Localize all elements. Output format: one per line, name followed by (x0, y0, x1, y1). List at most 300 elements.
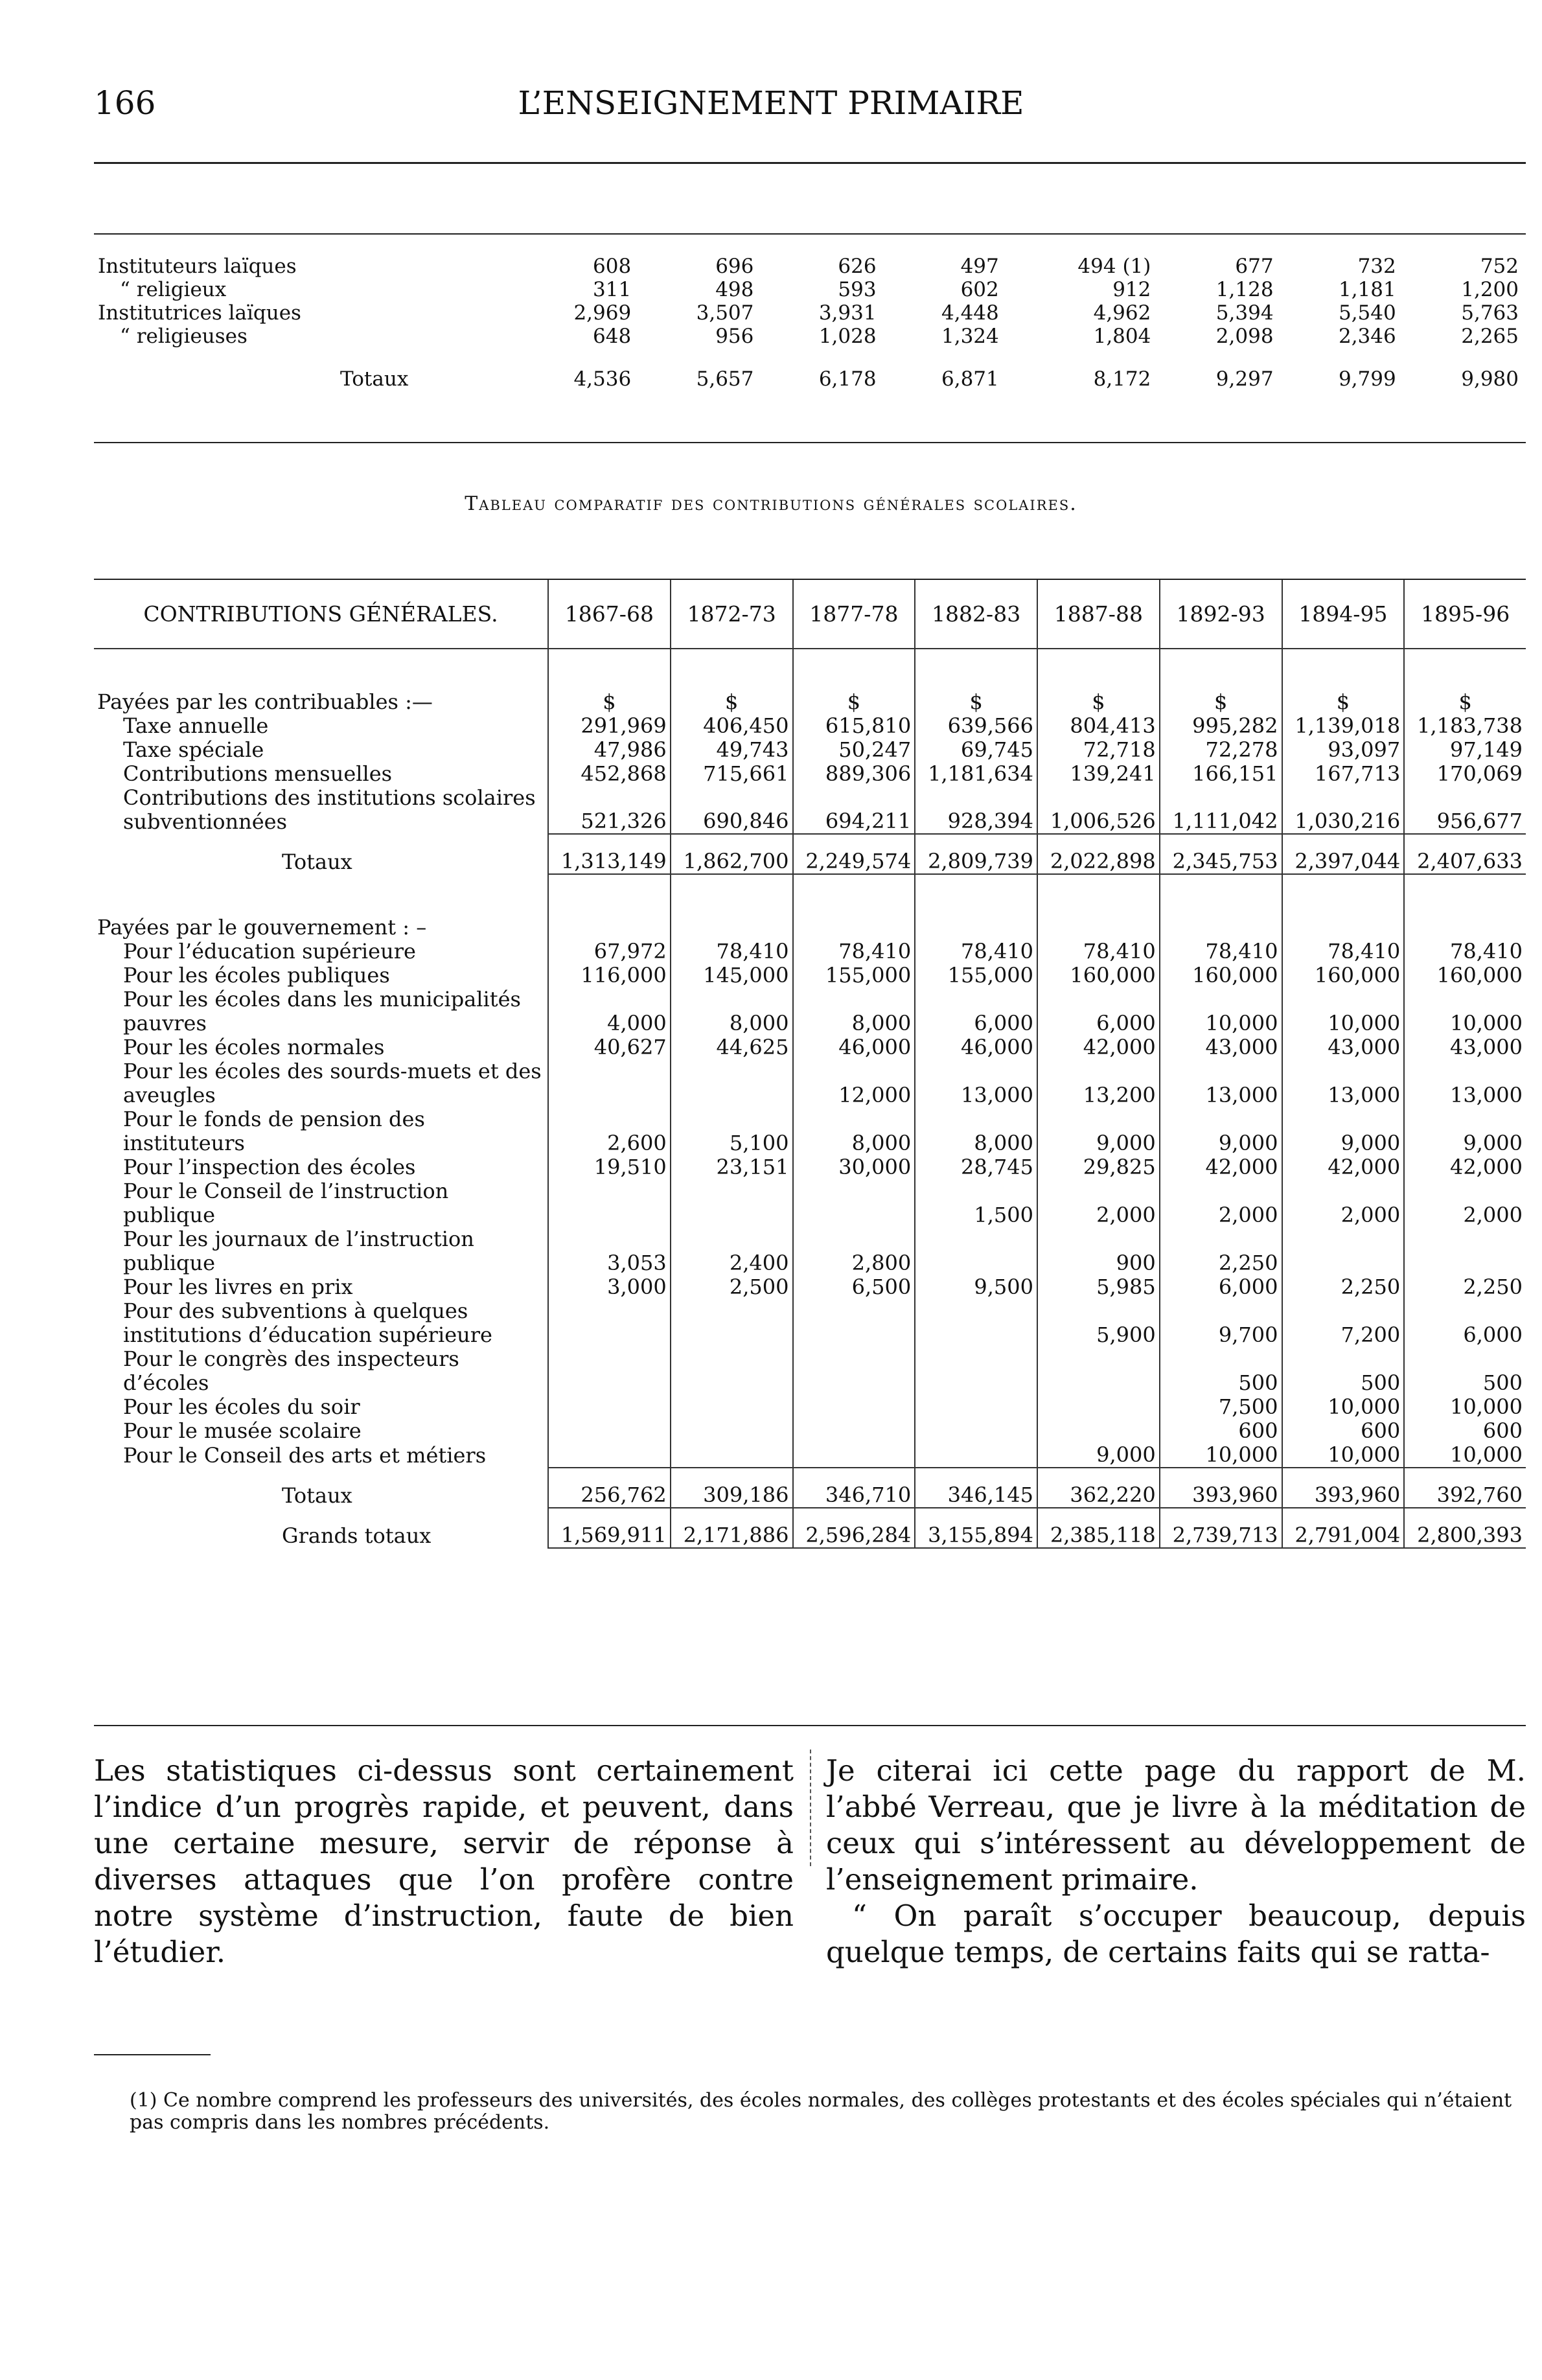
table-cell (548, 1179, 671, 1227)
table-cell: 5,100 (671, 1107, 793, 1155)
grand-total-label: Grands totaux (282, 1523, 432, 1548)
grand-total-cell: 2,800,393 (1404, 1508, 1526, 1548)
table-cell: 78,410 (1037, 940, 1160, 964)
table-row (94, 1035, 1526, 1059)
table-cell: 1,128 (1215, 278, 1274, 301)
table-cell: 78,410 (671, 940, 793, 964)
table-cell (793, 1299, 915, 1347)
table-cell: 6,000 (1404, 1299, 1526, 1347)
currency-symbol: $ (548, 675, 671, 714)
table-cell (1404, 1227, 1526, 1275)
spacer (793, 649, 915, 675)
table-cell: 3,053 (548, 1227, 671, 1275)
total-cell: 1,862,700 (671, 834, 793, 874)
table-cell: 10,000 (1404, 988, 1526, 1035)
table-cell: 6,000 (1160, 1275, 1282, 1299)
table-cell: 2,800 (793, 1227, 915, 1275)
spacer (793, 901, 915, 940)
total-cell: 8,172 (1093, 367, 1151, 391)
table-cell: 78,410 (1160, 940, 1282, 964)
table-row (94, 278, 1523, 301)
table-cell: 690,846 (671, 786, 793, 834)
table-cell: 995,282 (1160, 714, 1282, 738)
row-label: Contributions des institutions scolaires subventionnées (123, 785, 536, 834)
table-cell: 78,410 (915, 940, 1037, 964)
spacer (548, 649, 671, 675)
table-cell: 43,000 (1160, 1035, 1282, 1059)
row-label: Pour l’inspection des écoles (123, 1155, 416, 1179)
currency-symbol: $ (1037, 675, 1160, 714)
table-cell: 2,400 (671, 1227, 793, 1275)
table-cell: 3,507 (696, 301, 754, 325)
table-cell: 42,000 (1037, 1035, 1160, 1059)
year-header: 1867-68 (548, 580, 671, 649)
row-label: Pour les écoles publiques (123, 963, 390, 988)
table-row (94, 1443, 1526, 1468)
table-cell: 1,200 (1461, 278, 1519, 301)
table-row (94, 738, 1526, 762)
table-cell: 47,986 (548, 738, 671, 762)
table-cell (915, 1299, 1037, 1347)
table-cell: 8,000 (793, 988, 915, 1035)
row-label: Taxe annuelle (123, 713, 269, 738)
table-cell: 43,000 (1404, 1035, 1526, 1059)
table-cell: 2,250 (1160, 1227, 1282, 1275)
table-cell: 6,500 (793, 1275, 915, 1299)
spacer (94, 649, 548, 675)
table-cell: 956,677 (1404, 786, 1526, 834)
grand-total-cell: 2,171,886 (671, 1508, 793, 1548)
body-paragraph-left: Les statistiques ci-dessus sont certainement l’indice d’un progrès rapide, et peuvent, dans une certaine mesure, servir de réponse à diverses attaques que l’on profère contre notre système d’instruction, faute de bien l’étudier. (94, 1753, 794, 1969)
row-label: Pour l’éducation supérieure (123, 939, 416, 964)
year-header: 1895-96 (1404, 580, 1526, 649)
table-row (94, 1107, 1526, 1155)
row-label: Pour le Conseil des arts et métiers (123, 1443, 487, 1468)
table-cell: 291,969 (548, 714, 671, 738)
table-cell (671, 1419, 793, 1443)
table-cell: 8,000 (671, 988, 793, 1035)
table-cell: 9,500 (915, 1275, 1037, 1299)
table-cell: 1,324 (941, 325, 999, 348)
spacer (1404, 649, 1526, 675)
total-label: Totaux (340, 367, 409, 391)
table-cell: 50,247 (793, 738, 915, 762)
table-row (94, 1419, 1526, 1443)
total-cell: 346,710 (793, 1468, 915, 1508)
row-label: “ religieux (120, 278, 227, 301)
column-divider (810, 1750, 812, 1866)
table-cell: 2,346 (1338, 325, 1396, 348)
table-cell (1037, 1419, 1160, 1443)
table-cell (793, 1443, 915, 1468)
spacer (1037, 874, 1160, 901)
spacer (671, 649, 793, 675)
table-cell: 170,069 (1404, 762, 1526, 786)
total-cell: 309,186 (671, 1468, 793, 1508)
table-cell: 9,000 (1282, 1107, 1405, 1155)
table-cell: 78,410 (793, 940, 915, 964)
total-cell: 346,145 (915, 1468, 1037, 1508)
table-cell: 6,000 (915, 988, 1037, 1035)
table-cell: 5,540 (1338, 301, 1396, 325)
row-label: Pour le musée scolaire (123, 1418, 362, 1443)
contributions-table (94, 580, 1526, 1549)
table-cell: 2,000 (1282, 1179, 1405, 1227)
table-cell: 715,661 (671, 762, 793, 786)
table-cell: 13,000 (1404, 1059, 1526, 1107)
table-cell (915, 1419, 1037, 1443)
table-cell (915, 1227, 1037, 1275)
spacer (671, 901, 793, 940)
spacer (1037, 901, 1160, 940)
currency-symbol: $ (1160, 675, 1282, 714)
total-cell: 9,980 (1461, 367, 1519, 391)
table-cell: 2,600 (548, 1107, 671, 1155)
table-cell: 6,000 (1037, 988, 1160, 1035)
table-cell: 2,000 (1160, 1179, 1282, 1227)
table-cell: 2,500 (671, 1275, 793, 1299)
grand-total-cell: 2,596,284 (793, 1508, 915, 1548)
total-cell: 5,657 (696, 367, 754, 391)
table-cell: 500 (1160, 1347, 1282, 1395)
table-cell (671, 1059, 793, 1107)
table-row (94, 301, 1523, 325)
table-cell: 42,000 (1404, 1155, 1526, 1179)
table-row (94, 255, 1523, 278)
table-row (94, 1347, 1526, 1395)
table-cell: 139,241 (1037, 762, 1160, 786)
table-cell: 752 (1480, 255, 1519, 278)
table-cell: 69,745 (915, 738, 1037, 762)
table-cell: 44,625 (671, 1035, 793, 1059)
spacer (548, 901, 671, 940)
table-cell: 593 (838, 278, 877, 301)
table-cell (548, 1419, 671, 1443)
year-header: 1894-95 (1282, 580, 1405, 649)
table-cell: 900 (1037, 1227, 1160, 1275)
column-heading: CONTRIBUTIONS GÉNÉRALES. (94, 580, 548, 649)
total-cell: 393,960 (1160, 1468, 1282, 1508)
table-cell (671, 1299, 793, 1347)
table-cell: 9,700 (1160, 1299, 1282, 1347)
table-cell: 626 (838, 255, 877, 278)
table-cell: 494 (1) (1077, 255, 1151, 278)
total-cell: 9,297 (1215, 367, 1274, 391)
total-cell: 2,345,753 (1160, 834, 1282, 874)
table-cell: 497 (960, 255, 999, 278)
table-cell: 2,000 (1404, 1179, 1526, 1227)
table-cell: 30,000 (793, 1155, 915, 1179)
table-cell: 3,000 (548, 1275, 671, 1299)
spacer (94, 874, 548, 901)
spacer (1037, 649, 1160, 675)
table-cell: 13,200 (1037, 1059, 1160, 1107)
table-cell: 19,510 (548, 1155, 671, 1179)
table-cell (671, 1179, 793, 1227)
row-label: Pour les écoles du soir (123, 1394, 360, 1419)
table-cell (793, 1179, 915, 1227)
table-cell: 2,969 (573, 301, 632, 325)
total-cell: 2,022,898 (1037, 834, 1160, 874)
spacer-row (94, 649, 1526, 675)
spacer (1160, 901, 1282, 940)
total-cell: 2,397,044 (1282, 834, 1405, 874)
spacer (1282, 649, 1405, 675)
table-row (94, 1395, 1526, 1419)
table-cell: 10,000 (1404, 1443, 1526, 1468)
table-cell: 4,448 (941, 301, 999, 325)
table-cell: 1,006,526 (1037, 786, 1160, 834)
table-cell: 3,931 (818, 301, 877, 325)
table-cell: 46,000 (793, 1035, 915, 1059)
table-cell: 43,000 (1282, 1035, 1405, 1059)
table-cell: 1,028 (818, 325, 877, 348)
table-cell: 452,868 (548, 762, 671, 786)
spacer (915, 649, 1037, 675)
table-cell: 2,250 (1404, 1275, 1526, 1299)
table-cell: 1,500 (915, 1179, 1037, 1227)
table-cell: 5,394 (1215, 301, 1274, 325)
total-cell: 256,762 (548, 1468, 671, 1508)
row-label: Contributions mensuelles (123, 761, 393, 786)
row-label: Pour le congrès des inspecteurs d’écoles (123, 1346, 459, 1395)
table-cell: 5,763 (1461, 301, 1519, 325)
table-cell: 498 (715, 278, 754, 301)
table-cell: 602 (960, 278, 999, 301)
row-label: Pour les livres en prix (123, 1275, 353, 1299)
table1-bottom-rule (94, 442, 1526, 443)
table-cell: 608 (593, 255, 632, 278)
table-cell: 2,265 (1461, 325, 1519, 348)
table-cell: 13,000 (1282, 1059, 1405, 1107)
table-cell: 500 (1282, 1347, 1405, 1395)
table-cell: 2,000 (1037, 1179, 1160, 1227)
table-cell: 2,098 (1215, 325, 1274, 348)
total-cell: 6,871 (941, 367, 999, 391)
table-cell: 13,000 (915, 1059, 1037, 1107)
table-cell: 155,000 (793, 964, 915, 988)
total-label: Totaux (282, 1483, 352, 1508)
table-cell: 2,250 (1282, 1275, 1405, 1299)
table-cell: 615,810 (793, 714, 915, 738)
spacer (1160, 649, 1282, 675)
section-label: Payées par le gouvernement : – (97, 915, 427, 940)
table-cell: 677 (1235, 255, 1274, 278)
currency-symbol: $ (793, 675, 915, 714)
table-row (94, 964, 1526, 988)
table-cell (548, 1395, 671, 1419)
table-row (94, 1275, 1526, 1299)
row-label: Pour les écoles normales (123, 1035, 385, 1059)
table-row (94, 762, 1526, 786)
grand-total-cell: 1,569,911 (548, 1508, 671, 1548)
table-cell: 10,000 (1282, 988, 1405, 1035)
page-number: 166 (94, 84, 156, 122)
table-cell: 9,000 (1404, 1107, 1526, 1155)
table2-bottom-rule (94, 1725, 1526, 1726)
year-header: 1877-78 (793, 580, 915, 649)
spacer-row (94, 874, 1526, 901)
grand-total-cell: 2,385,118 (1037, 1508, 1160, 1548)
teachers-table (94, 255, 1523, 391)
table-cell: 160,000 (1037, 964, 1160, 988)
table-cell: 5,985 (1037, 1275, 1160, 1299)
table-header-row (94, 580, 1526, 649)
table1-top-rule (94, 233, 1526, 235)
table-cell: 8,000 (793, 1107, 915, 1155)
spacer (1282, 901, 1405, 940)
table-cell: 8,000 (915, 1107, 1037, 1155)
table-cell: 9,000 (1037, 1443, 1160, 1468)
table-row (94, 714, 1526, 738)
table-cell: 23,151 (671, 1155, 793, 1179)
grand-total-row (94, 1508, 1526, 1548)
total-label: Totaux (282, 849, 352, 874)
table-cell: 956 (715, 325, 754, 348)
table-cell (671, 1347, 793, 1395)
table-cell: 1,183,738 (1404, 714, 1526, 738)
total-cell: 2,249,574 (793, 834, 915, 874)
table-cell (1037, 1347, 1160, 1395)
table-cell: 116,000 (548, 964, 671, 988)
table-cell: 42,000 (1160, 1155, 1282, 1179)
year-header: 1872-73 (671, 580, 793, 649)
body-left-column (94, 1753, 794, 1970)
total-row (94, 1468, 1526, 1508)
table-cell: 648 (593, 325, 632, 348)
table-row (94, 988, 1526, 1035)
total-cell: 1,313,149 (548, 834, 671, 874)
total-cell: 2,407,633 (1404, 834, 1526, 874)
table-row (94, 786, 1526, 834)
total-row (94, 348, 1523, 391)
row-label: Instituteurs laïques (98, 255, 297, 278)
table-cell: 696 (715, 255, 754, 278)
row-label: Taxe spéciale (123, 737, 264, 762)
row-label: Pour les écoles dans les municipalités pauvres (123, 987, 521, 1035)
table-cell: 804,413 (1037, 714, 1160, 738)
table-cell: 311 (593, 278, 632, 301)
table-row (94, 1179, 1526, 1227)
total-cell: 6,178 (818, 367, 877, 391)
table-cell: 732 (1357, 255, 1396, 278)
currency-symbol: $ (1282, 675, 1405, 714)
table-cell: 72,718 (1037, 738, 1160, 762)
year-header: 1882-83 (915, 580, 1037, 649)
table-cell: 7,500 (1160, 1395, 1282, 1419)
spacer (548, 874, 671, 901)
spacer (915, 901, 1037, 940)
table-cell (915, 1347, 1037, 1395)
table-cell: 600 (1160, 1419, 1282, 1443)
table-cell: 1,111,042 (1160, 786, 1282, 834)
table-cell: 889,306 (793, 762, 915, 786)
table-cell (793, 1395, 915, 1419)
table-row (94, 1299, 1526, 1347)
section-label: Payées par les contribuables :— (97, 689, 433, 714)
table-cell (793, 1347, 915, 1395)
table-cell: 4,962 (1093, 301, 1151, 325)
table-cell: 29,825 (1037, 1155, 1160, 1179)
spacer (793, 874, 915, 901)
total-cell: 2,809,739 (915, 834, 1037, 874)
table-cell: 10,000 (1404, 1395, 1526, 1419)
table-cell: 67,972 (548, 940, 671, 964)
table-cell: 160,000 (1282, 964, 1405, 988)
table-cell: 78,410 (1404, 940, 1526, 964)
table-cell: 7,200 (1282, 1299, 1405, 1347)
table-cell (793, 1419, 915, 1443)
spacer (1160, 874, 1282, 901)
table-cell (671, 1395, 793, 1419)
table-cell: 10,000 (1282, 1395, 1405, 1419)
row-label: Pour les journaux de l’instruction publique (123, 1227, 474, 1275)
grand-total-cell: 3,155,894 (915, 1508, 1037, 1548)
table-cell: 1,181,634 (915, 762, 1037, 786)
table-cell: 9,000 (1160, 1107, 1282, 1155)
total-cell: 393,960 (1282, 1468, 1405, 1508)
row-label: Pour des subventions à quelques institutions d’éducation supérieure (123, 1299, 492, 1347)
total-cell: 4,536 (573, 367, 632, 391)
table-cell: 160,000 (1160, 964, 1282, 988)
table-row (94, 1059, 1526, 1107)
table-cell: 600 (1404, 1419, 1526, 1443)
table-cell: 93,097 (1282, 738, 1405, 762)
table-cell (548, 1059, 671, 1107)
table-cell: 10,000 (1160, 988, 1282, 1035)
running-title: L’ENSEIGNEMENT PRIMAIRE (518, 84, 1024, 122)
total-row (94, 834, 1526, 874)
table-cell: 167,713 (1282, 762, 1405, 786)
table-cell: 40,627 (548, 1035, 671, 1059)
spacer (915, 874, 1037, 901)
table-cell: 13,000 (1160, 1059, 1282, 1107)
table-cell: 406,450 (671, 714, 793, 738)
table-cell: 9,000 (1037, 1107, 1160, 1155)
currency-symbol: $ (1404, 675, 1526, 714)
table-row (94, 1155, 1526, 1179)
table-cell: 72,278 (1160, 738, 1282, 762)
table-cell: 1,139,018 (1282, 714, 1405, 738)
spacer (1282, 874, 1405, 901)
total-cell: 362,220 (1037, 1468, 1160, 1508)
row-label: “ religieuses (120, 325, 247, 348)
total-cell: 392,760 (1404, 1468, 1526, 1508)
table-cell: 46,000 (915, 1035, 1037, 1059)
spacer (671, 874, 793, 901)
table-cell: 600 (1282, 1419, 1405, 1443)
currency-symbol: $ (671, 675, 793, 714)
table-cell: 160,000 (1404, 964, 1526, 988)
table-cell: 155,000 (915, 964, 1037, 988)
table-cell: 78,410 (1282, 940, 1405, 964)
body-paragraph-right-2: “ On paraît s’occuper beaucoup, depuis quelque temps, de certains faits qui se ratta- (826, 1899, 1526, 1969)
table-cell (671, 1443, 793, 1468)
table-cell: 5,900 (1037, 1299, 1160, 1347)
year-header: 1887-88 (1037, 580, 1160, 649)
footnote-rule (94, 2054, 211, 2055)
footnote: (1) Ce nombre comprend les professeurs des universités, des écoles normales, des collèges protestants et des écoles spéciales qui n’étaient pas compris dans les nombres précédents. (130, 2089, 1512, 2134)
table-cell: 928,394 (915, 786, 1037, 834)
row-label: Institutrices laïques (98, 301, 301, 325)
table-cell: 97,149 (1404, 738, 1526, 762)
table-cell: 10,000 (1282, 1443, 1405, 1468)
table-cell (915, 1443, 1037, 1468)
total-cell: 9,799 (1338, 367, 1396, 391)
table-cell (548, 1347, 671, 1395)
table-caption: Tableau comparatif des contributions générales scolaires. (465, 492, 1077, 515)
table-cell (548, 1443, 671, 1468)
